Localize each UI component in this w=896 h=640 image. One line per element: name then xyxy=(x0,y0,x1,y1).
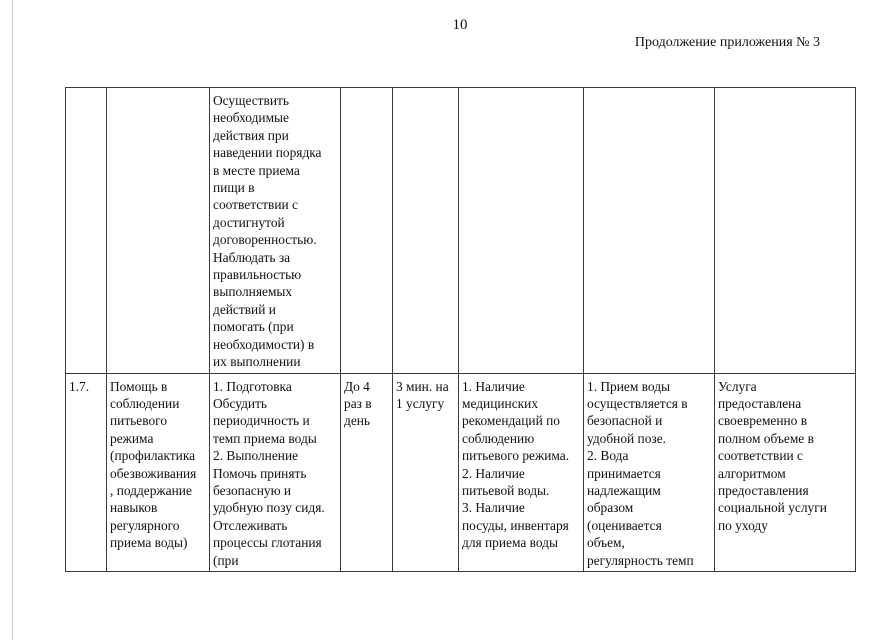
cell-service-name: Помощь в соблюдении питьевого режима (профилактика обезвоживания , поддержание навыков регулярного приема воды) xyxy=(107,373,210,571)
cell-service-name xyxy=(107,88,210,374)
cell-service-content: Осуществить необходимые действия при наведении порядка в месте приема пищи в соответствии с достигнутой договоренностью. Наблюдать за правильностью выполняемых действий и помогать (при необходимости) в их выполнении xyxy=(210,88,341,374)
appendix-continuation-label: Продолжение приложения № 3 xyxy=(634,35,820,50)
page-margin-line xyxy=(12,0,13,640)
cell-quality: 1. Прием воды осуществляется в безопасной и удобной позе. 2. Вода принимается надлежащим образом (оценивается объем, регулярность темп xyxy=(584,373,715,571)
cell-conditions xyxy=(459,88,584,374)
cell-quality xyxy=(584,88,715,374)
page-number: 10 xyxy=(452,17,468,33)
cell-frequency: До 4 раз в день xyxy=(341,373,393,571)
cell-duration: 3 мин. на 1 услугу xyxy=(393,373,459,571)
table-row xyxy=(66,373,856,571)
cell-result xyxy=(715,88,856,374)
cell-conditions: 1. Наличие медицинских рекомендаций по соблюдению питьевого режима. 2. Наличие питьевой воды. 3. Наличие посуды, инвентаря для приема воды xyxy=(459,373,584,571)
cell-number: 1.7. xyxy=(66,373,107,571)
services-table xyxy=(65,87,856,572)
cell-frequency xyxy=(341,88,393,374)
table-row xyxy=(66,88,856,374)
cell-service-content: 1. Подготовка Обсудить периодичность и темп приема воды 2. Выполнение Помочь принять безопасную и удобную позу сидя. Отслеживать процессы глотания (при xyxy=(210,373,341,571)
cell-number xyxy=(66,88,107,374)
cell-result: Услуга предоставлена своевременно в полном объеме в соответствии с алгоритмом предоставления социальной услуги по уходу xyxy=(715,373,856,571)
cell-duration xyxy=(393,88,459,374)
